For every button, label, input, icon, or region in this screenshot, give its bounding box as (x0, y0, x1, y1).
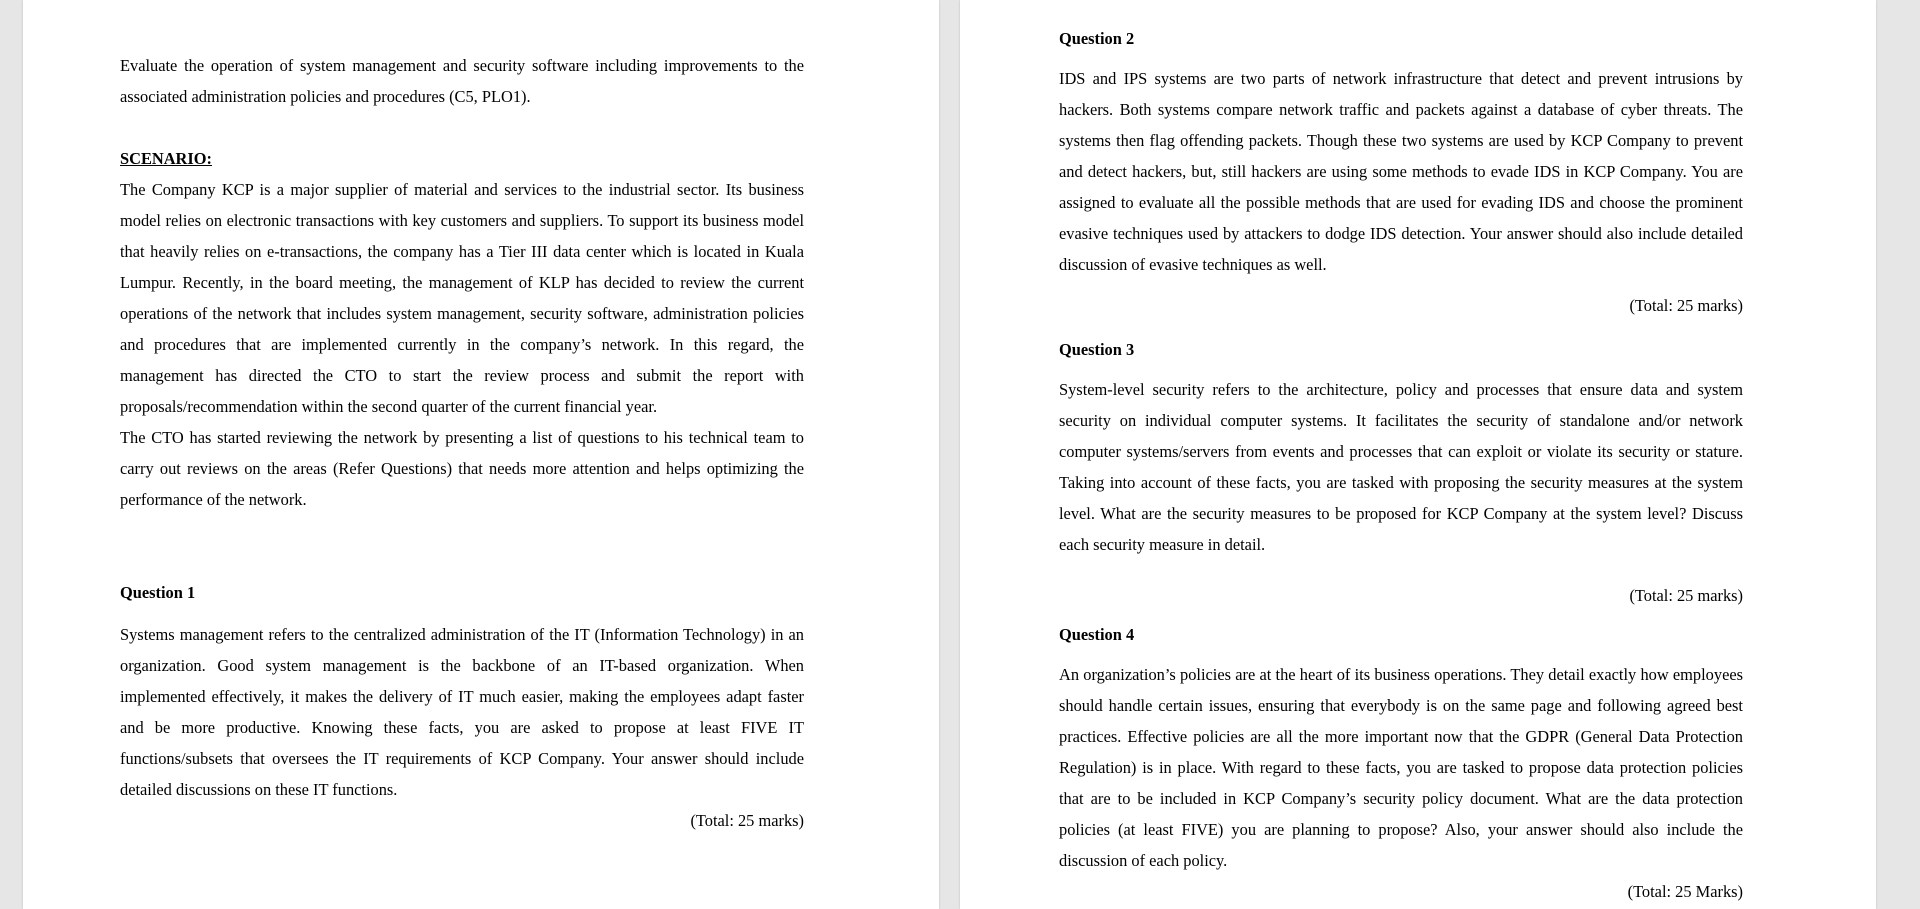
question-2-title: Question 2 (1059, 29, 1135, 48)
question-1-total: (Total: 25 marks) (690, 811, 804, 830)
objective-text: Evaluate the operation of system management and security software including improvements to the associated administration policies and procedures (C5, PLO1). (120, 56, 804, 106)
document-page-left (23, 0, 939, 909)
question-2-total: (Total: 25 marks) (1629, 296, 1743, 315)
question-1-title: Question 1 (120, 583, 196, 602)
question-3-body: System-level security refers to the architecture, policy and processes that ensure data and system security on individual computer systems. It facilitates the security of standalone and/or network computer systems/servers from events and processes that can exploit or violate its security or stature. Taking into account of these facts, you are tasked with proposing the security measures at the system level. What are the security measures to be proposed for KCP Company at the system level? Discuss each security measure in detail. (1059, 380, 1743, 554)
scenario-paragraph-1: The Company KCP is a major supplier of material and services to the industrial sector. Its business model relies on electronic transactions with key customers and suppliers. To support its business model that heavily relies on e-transactions, the company has a Tier III data center which is located in Kuala Lumpur. Recently, in the board meeting, the management of KLP has decided to review the current operations of the network that includes system management, security software, administration policies and procedures that are implemented currently in the company’s network. In this regard, the management has directed the CTO to start the review process and submit the report with proposals/recommendation within the second quarter of the current financial year. (120, 180, 804, 416)
question-3-total: (Total: 25 marks) (1629, 586, 1743, 605)
question-2-body: IDS and IPS systems are two parts of network infrastructure that detect and prevent intrusions by hackers. Both systems compare network traffic and packets against a database of cyber threats. The systems then flag offending packets. Though these two systems are used by KCP Company to prevent and detect hackers, but, still hackers are using some methods to evade IDS in KCP Company. You are assigned to evaluate all the possible methods that are used for evading IDS and choose the prominent evasive techniques used by attackers to dodge IDS detection. Your answer should also include detailed discussion of evasive techniques as well. (1059, 69, 1743, 274)
scenario-paragraph-2: The CTO has started reviewing the network by presenting a list of questions to his technical team to carry out reviews on the areas (Refer Questions) that needs more attention and helps optimizing the performance of the network. (120, 428, 804, 509)
document-page-right (960, 0, 1876, 909)
scenario-heading: SCENARIO: (120, 149, 212, 168)
question-4-total: (Total: 25 Marks) (1627, 882, 1743, 901)
question-1-body: Systems management refers to the centralized administration of the IT (Information Technology) in an organization. Good system management is the backbone of an IT-based organization. When implemented effectively, it makes the delivery of IT much easier, making the employees adapt faster and be more productive. Knowing these facts, you are asked to propose at least FIVE IT functions/subsets that oversees the IT requirements of KCP Company. Your answer should include detailed discussions on these IT functions. (120, 625, 804, 799)
question-4-title: Question 4 (1059, 625, 1135, 644)
question-4-body: An organization’s policies are at the heart of its business operations. They detail exactly how employees should handle certain issues, ensuring that everybody is on the same page and following agreed best practices. Effective policies are all the more important now that the GDPR (General Data Protection Regulation) is in place. With regard to these facts, you are tasked to propose data protection policies that are to be included in KCP Company’s security policy document. What are the data protection policies (at least FIVE) you are planning to propose? Also, your answer should also include the discussion of each policy. (1059, 665, 1743, 870)
question-3-title: Question 3 (1059, 340, 1135, 359)
